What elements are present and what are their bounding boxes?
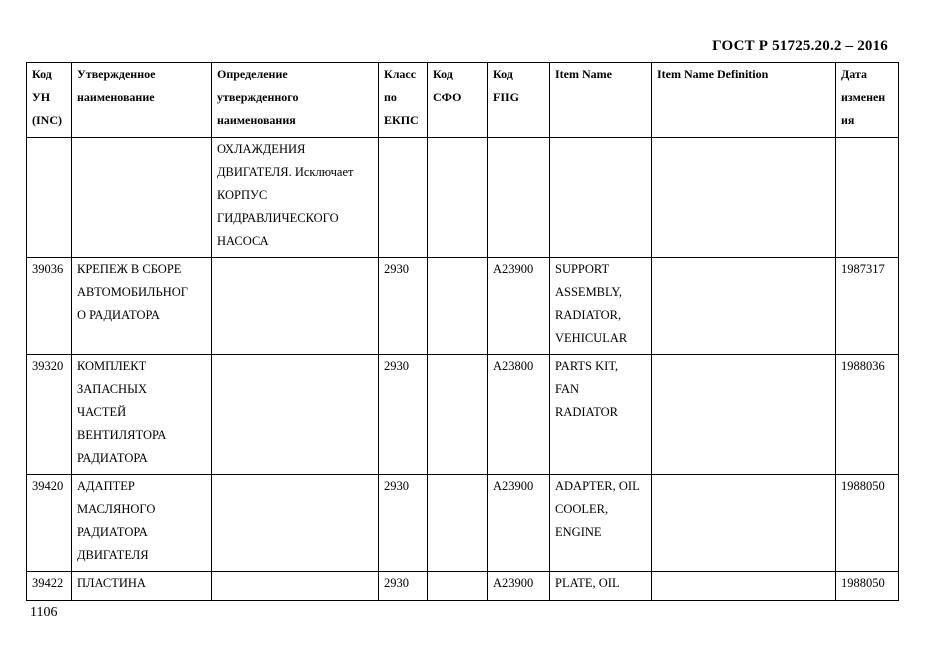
table-row <box>27 355 899 475</box>
cell-sfo-code <box>428 355 488 475</box>
cell-fiig-code: A23900 <box>488 475 550 572</box>
cell-change-date <box>836 138 899 258</box>
header-text: Item Name Definition <box>657 67 769 81</box>
cell-inc: 39420 <box>27 475 72 572</box>
cell-change-date: 1988050 <box>836 475 899 572</box>
cell-ekps-class: 2930 <box>379 355 428 475</box>
item-name-text: PLATE, OIL <box>555 576 620 590</box>
cell-definition <box>212 355 379 475</box>
cell-sfo-code <box>428 138 488 258</box>
approved-name-text: АДАПТЕР МАСЛЯНОГО РАДИАТОРА ДВИГАТЕЛЯ <box>77 479 156 562</box>
header-text: Утвержденное наименование <box>77 67 156 104</box>
cell-change-date: 1988036 <box>836 355 899 475</box>
document-header: ГОСТ Р 51725.20.2 – 2016 <box>712 38 888 54</box>
page-number: 1106 <box>30 605 58 620</box>
cell-fiig-code <box>488 138 550 258</box>
cell-definition <box>212 258 379 355</box>
cell-approved-name <box>72 572 212 601</box>
cell-item-name-definition <box>652 258 836 355</box>
table-header-row <box>27 63 899 138</box>
approved-name-text: КОМПЛЕКТ ЗАПАСНЫХ ЧАСТЕЙ ВЕНТИЛЯТОРА РАДИАТОРА <box>77 359 167 465</box>
registry-table <box>26 62 899 601</box>
approved-name-text: КРЕПЕЖ В СБОРЕ АВТОМОБИЛЬНОГ О РАДИАТОРА <box>77 262 188 322</box>
cell-sfo-code <box>428 572 488 601</box>
column-header-inc <box>27 63 72 138</box>
cell-definition <box>212 572 379 601</box>
column-header-fiig-code <box>488 63 550 138</box>
cell-fiig-code: A23900 <box>488 258 550 355</box>
cell-inc: 39036 <box>27 258 72 355</box>
cell-item-name <box>550 138 652 258</box>
cell-item-name-definition <box>652 475 836 572</box>
column-header-ekps-class <box>379 63 428 138</box>
cell-change-date: 1987317 <box>836 258 899 355</box>
cell-definition <box>212 475 379 572</box>
header-text: Item Name <box>555 67 612 81</box>
header-text: Код УН (INC) <box>32 67 62 127</box>
table-row <box>27 258 899 355</box>
cell-item-name <box>550 572 652 601</box>
cell-approved-name <box>72 138 212 258</box>
cell-approved-name <box>72 355 212 475</box>
table-row <box>27 572 899 601</box>
header-text: Дата изменен ия <box>841 67 886 127</box>
cell-inc: 39320 <box>27 355 72 475</box>
column-header-item-name-definition <box>652 63 836 138</box>
column-header-item-name <box>550 63 652 138</box>
item-name-text: SUPPORT ASSEMBLY, RADIATOR, VEHICULAR <box>555 262 628 345</box>
cell-inc: 39422 <box>27 572 72 601</box>
cell-ekps-class: 2930 <box>379 475 428 572</box>
cell-sfo-code <box>428 475 488 572</box>
cell-item-name <box>550 355 652 475</box>
cell-approved-name <box>72 475 212 572</box>
header-text: Определение утвержденного наименования <box>217 67 299 127</box>
cell-approved-name <box>72 258 212 355</box>
cell-change-date: 1988050 <box>836 572 899 601</box>
cell-ekps-class: 2930 <box>379 572 428 601</box>
table-row <box>27 475 899 572</box>
table-row-continuation <box>27 138 899 258</box>
cell-ekps-class <box>379 138 428 258</box>
header-text: Код FIIG <box>493 67 520 104</box>
cell-fiig-code: A23800 <box>488 355 550 475</box>
cell-definition <box>212 138 379 258</box>
approved-name-text: ПЛАСТИНА <box>77 576 146 590</box>
cell-item-name-definition <box>652 355 836 475</box>
cell-item-name-definition <box>652 138 836 258</box>
column-header-change-date <box>836 63 899 138</box>
cell-ekps-class: 2930 <box>379 258 428 355</box>
column-header-definition <box>212 63 379 138</box>
header-text: Класс по ЕКПС <box>384 67 419 127</box>
definition-text: ОХЛАЖДЕНИЯ ДВИГАТЕЛЯ. Исключает КОРПУС ГИДРАВЛИЧЕСКОГО НАСОСА <box>217 142 354 248</box>
cell-sfo-code <box>428 258 488 355</box>
header-text: Код СФО <box>433 67 462 104</box>
cell-item-name-definition <box>652 572 836 601</box>
column-header-approved-name <box>72 63 212 138</box>
cell-inc <box>27 138 72 258</box>
cell-item-name <box>550 475 652 572</box>
item-name-text: PARTS KIT, FAN RADIATOR <box>555 359 619 419</box>
column-header-sfo-code <box>428 63 488 138</box>
item-name-text: ADAPTER, OIL COOLER, ENGINE <box>555 479 640 539</box>
cell-item-name <box>550 258 652 355</box>
cell-fiig-code: A23900 <box>488 572 550 601</box>
